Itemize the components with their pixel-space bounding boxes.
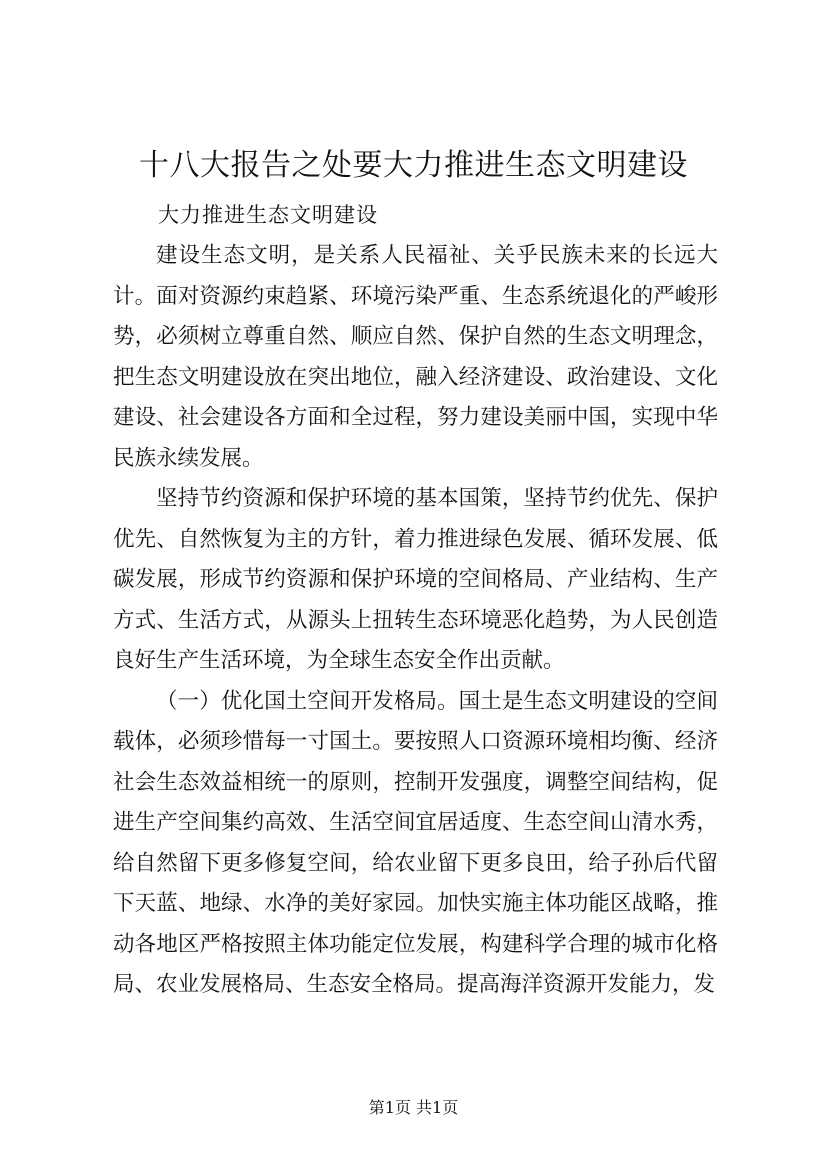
- paragraph: （一）优化国土空间开发格局。国土是生态文明建设的空间载体，必须珍惜每一寸国土。要按照人口资源环境相均衡、经济社会生态效益相统一的原则，控制开发强度，调整空间结构，促进生产空间集约高效、生活空间宜居适度、生态空间山清水秀，给自然留下更多修复空间，给农业留下更多良田，给子孙后代留下天蓝、地绿、水净的美好家园。加快实施主体功能区战略，推动各地区严格按照主体功能定位发展，构建科学合理的城市化格局、农业发展格局、生态安全格局。提高海洋资源开发能力，发: [113, 688, 718, 997]
- document-body: [113, 236, 718, 1006]
- document-title: 十八大报告之处要大力推进生态文明建设: [139, 148, 688, 183]
- page-number-footer: 第1页 共1页: [368, 1098, 459, 1117]
- document-subtitle: 大力推进生态文明建设: [158, 203, 378, 227]
- paragraph: 建设生态文明，是关系人民福祉、关乎民族未来的长远大计。面对资源约束趋紧、环境污染严重、生态系统退化的严峻形势，必须树立尊重自然、顺应自然、保护自然的生态文明理念，把生态文明建设放在突出地位，融入经济建设、政治建设、文化建设、社会建设各方面和全过程，努力建设美丽中国，实现中华民族永续发展。: [113, 243, 718, 471]
- paragraph: 坚持节约资源和保护环境的基本国策，坚持节约优先、保护优先、自然恢复为主的方针，着力推进绿色发展、循环发展、低碳发展，形成节约资源和保护环境的空间格局、产业结构、生产方式、生活方式，从源头上扭转生态环境恶化趋势，为人民创造良好生产生活环境，为全球生态安全作出贡献。: [113, 486, 718, 673]
